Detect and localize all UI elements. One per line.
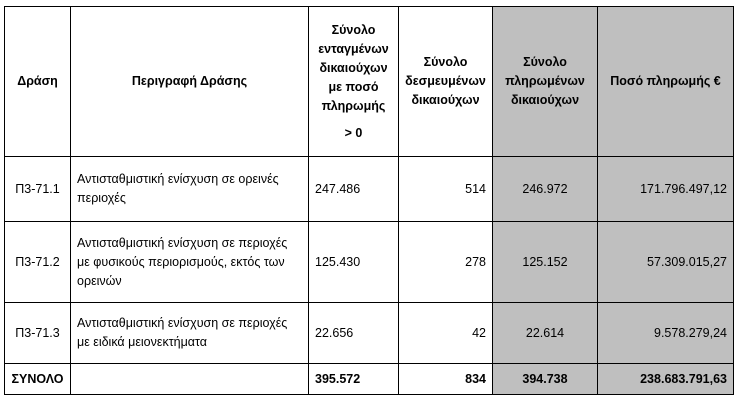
header-committed: Σύνολο δεσμευμένων δικαιούχων <box>399 7 493 157</box>
table-row <box>5 157 734 222</box>
total-committed: 834 <box>399 364 493 395</box>
total-amount: 238.683.791,63 <box>598 364 734 395</box>
cell-description: Αντισταθμιστική ενίσχυση σε περιοχές με ειδικά μειονεκτήματα <box>71 303 309 364</box>
table-row <box>5 303 734 364</box>
cell-integrated: 22.656 <box>309 303 399 364</box>
cell-committed: 278 <box>399 222 493 303</box>
cell-committed: 514 <box>399 157 493 222</box>
header-integrated-text: Σύνολο ενταγμένων δικαιούχων με ποσό πληρωμής <box>318 22 389 113</box>
cell-integrated: 247.486 <box>309 157 399 222</box>
cell-amount: 171.796.497,12 <box>598 157 734 222</box>
header-integrated-threshold: > 0 <box>344 125 363 140</box>
header-action: Δράση <box>5 7 71 157</box>
cell-description: Αντισταθμιστική ενίσχυση σε περιοχές με φυσικούς περιορισμούς, εκτός των ορεινών <box>71 222 309 303</box>
total-label: ΣΥΝΟΛΟ <box>5 364 71 395</box>
total-paid: 394.738 <box>493 364 598 395</box>
header-amount: Ποσό πληρωμής € <box>598 7 734 157</box>
cell-action: Π3-71.1 <box>5 157 71 222</box>
total-integrated: 395.572 <box>309 364 399 395</box>
cell-integrated: 125.430 <box>309 222 399 303</box>
header-paid: Σύνολο πληρωμένων δικαιούχων <box>493 7 598 157</box>
header-description: Περιγραφή Δράσης <box>71 7 309 157</box>
total-description-empty <box>71 364 309 395</box>
header-row <box>5 7 734 157</box>
cell-paid: 125.152 <box>493 222 598 303</box>
cell-description: Αντισταθμιστική ενίσχυση σε ορεινές περιοχές <box>71 157 309 222</box>
cell-paid: 22.614 <box>493 303 598 364</box>
header-integrated <box>309 7 399 157</box>
cell-amount: 9.578.279,24 <box>598 303 734 364</box>
cell-committed: 42 <box>399 303 493 364</box>
cell-amount: 57.309.015,27 <box>598 222 734 303</box>
payments-table <box>4 6 734 395</box>
cell-action: Π3-71.2 <box>5 222 71 303</box>
cell-action: Π3-71.3 <box>5 303 71 364</box>
table-row <box>5 222 734 303</box>
cell-paid: 246.972 <box>493 157 598 222</box>
total-row <box>5 364 734 395</box>
